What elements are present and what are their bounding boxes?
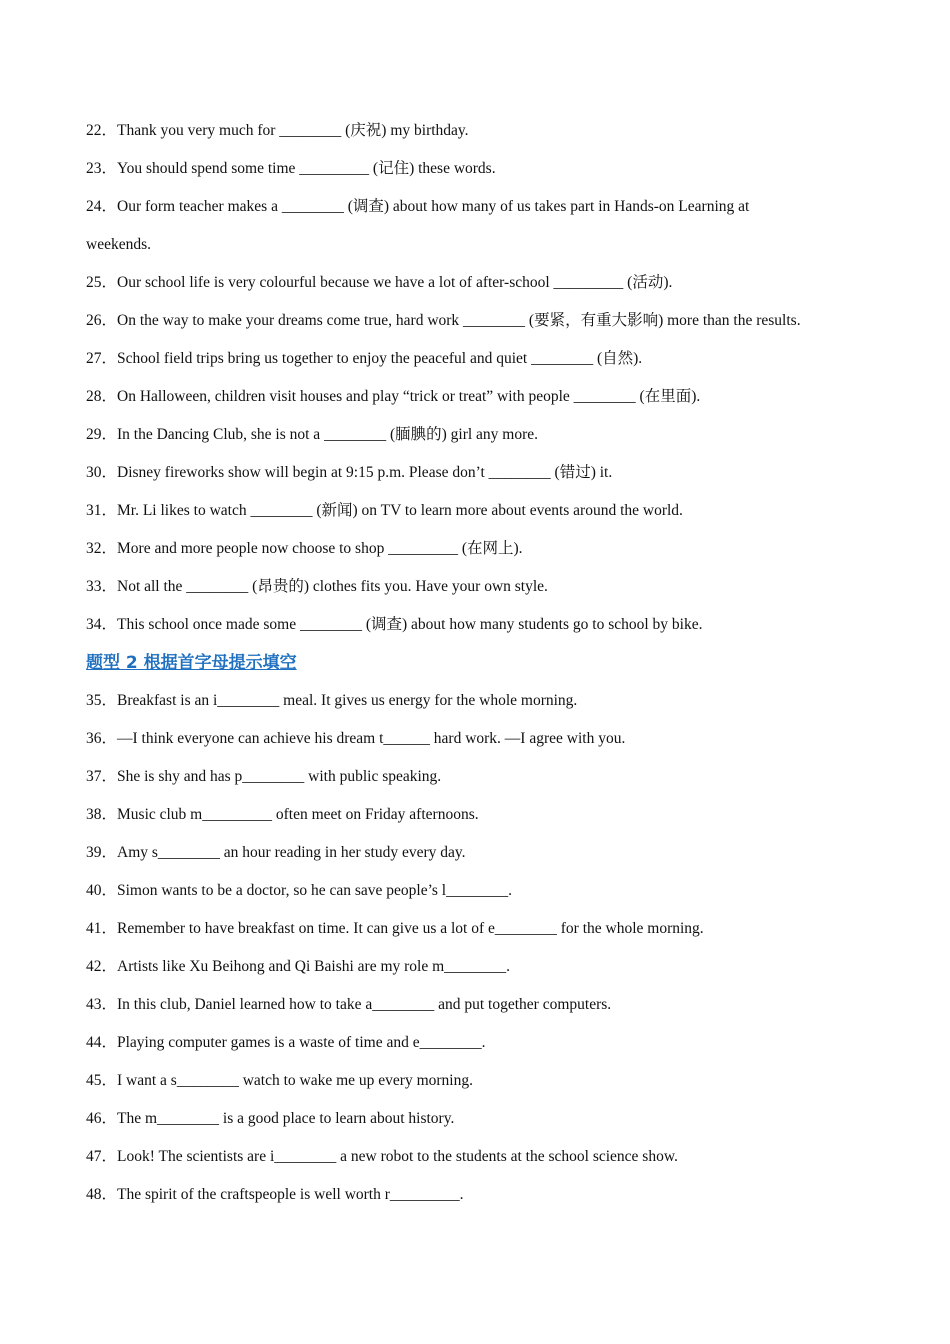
question-33: 33．Not all the ________ (昂贵的) clothes fits you. Have your own style. bbox=[86, 578, 548, 595]
exercise-content bbox=[86, 112, 876, 1214]
question-41: 41．Remember to have breakfast on time. It can give us a lot of e________ for the whole morning. bbox=[86, 920, 704, 937]
question-26: 26．On the way to make your dreams come true, hard work ________ (要紧，有重大影响) more than the results. bbox=[86, 312, 801, 329]
question-36: 36．—I think everyone can achieve his dream t______ hard work. —I agree with you. bbox=[86, 730, 626, 747]
question-31: 31．Mr. Li likes to watch ________ (新闻) on TV to learn more about events around the world. bbox=[86, 502, 683, 519]
question-37: 37．She is shy and has p________ with public speaking. bbox=[86, 768, 442, 785]
question-25: 25．Our school life is very colourful because we have a lot of after-school _________ (活动). bbox=[86, 274, 673, 291]
question-34: 34．This school once made some ________ (调查) about how many students go to school by bike. bbox=[86, 616, 703, 633]
question-23: 23．You should spend some time _________ (记住) these words. bbox=[86, 160, 496, 177]
question-29: 29．In the Dancing Club, she is not a ________ (腼腆的) girl any more. bbox=[86, 426, 539, 443]
question-45: 45．I want a s________ watch to wake me up every morning. bbox=[86, 1072, 473, 1089]
question-47: 47．Look! The scientists are i________ a new robot to the students at the school science show. bbox=[86, 1148, 678, 1165]
question-24: 24．Our form teacher makes a ________ (调查) about how many of us takes part in Hands-on Learning at bbox=[86, 198, 750, 215]
question-22: 22．Thank you very much for ________ (庆祝) my birthday. bbox=[86, 122, 469, 139]
question-32: 32．More and more people now choose to shop _________ (在网上). bbox=[86, 540, 523, 557]
question-24-continued: weekends. bbox=[86, 236, 151, 253]
question-44: 44．Playing computer games is a waste of time and e________. bbox=[86, 1034, 486, 1051]
section-heading-type-2[interactable]: 题型 2 根据首字母提示填空 bbox=[86, 653, 297, 673]
question-46: 46．The m________ is a good place to learn about history. bbox=[86, 1110, 455, 1127]
question-28: 28．On Halloween, children visit houses and play “trick or treat” with people ________ (在里面). bbox=[86, 388, 701, 405]
question-43: 43．In this club, Daniel learned how to take a________ and put together computers. bbox=[86, 996, 612, 1013]
question-48: 48．The spirit of the craftspeople is well worth r_________. bbox=[86, 1186, 464, 1203]
question-38: 38．Music club m_________ often meet on Friday afternoons. bbox=[86, 806, 479, 823]
question-27: 27．School field trips bring us together to enjoy the peaceful and quiet ________ (自然). bbox=[86, 350, 643, 367]
question-39: 39．Amy s________ an hour reading in her study every day. bbox=[86, 844, 466, 861]
question-35: 35．Breakfast is an i________ meal. It gives us energy for the whole morning. bbox=[86, 692, 578, 709]
question-30: 30．Disney fireworks show will begin at 9:15 p.m. Please don’t ________ (错过) it. bbox=[86, 464, 613, 481]
question-42: 42．Artists like Xu Beihong and Qi Baishi are my role m________. bbox=[86, 958, 511, 975]
question-40: 40．Simon wants to be a doctor, so he can save people’s l________. bbox=[86, 882, 512, 899]
